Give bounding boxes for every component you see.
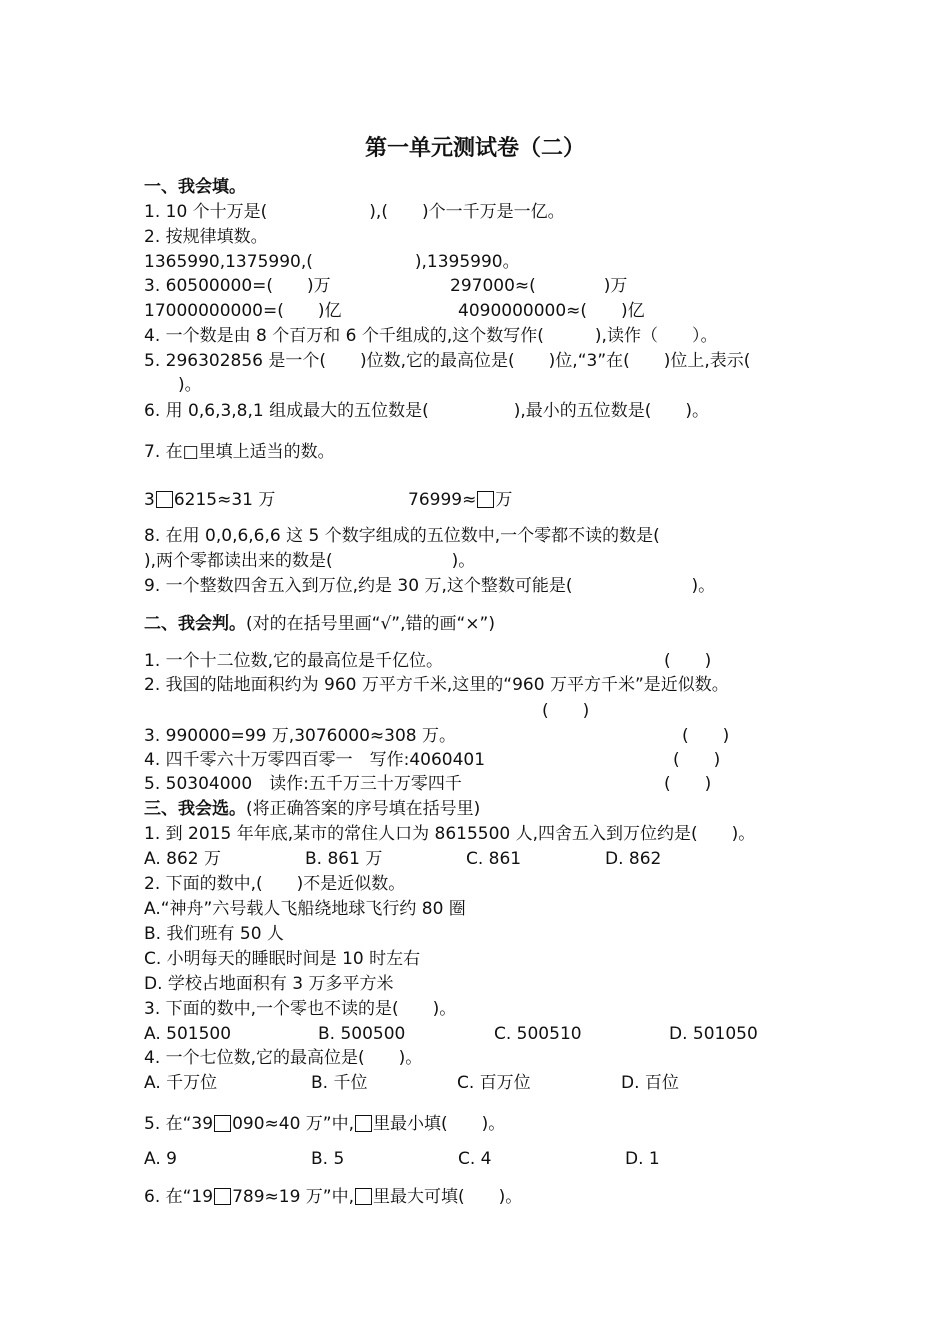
s3-question-1: 1. 到 2015 年年底,某市的常住人口为 8615500 人,四舍五入到万位约是( )。 xyxy=(144,824,756,844)
s1-question-9: 9. 一个整数四舍五入到万位,约是 30 万,这个整数可能是( )。 xyxy=(144,576,716,596)
s2-answer-paren-5: ( ) xyxy=(664,774,712,794)
s3-q5-option-a: A. 9 xyxy=(144,1149,177,1169)
s3-q2-option-d: D. 学校占地面积有 3 万多平方米 xyxy=(144,974,394,994)
s1-question-4: 4. 一个数是由 8 个百万和 6 个千组成的,这个数写作( ),读作（ ）。 xyxy=(144,326,718,346)
section2-heading: 二、我会判。 xyxy=(144,614,246,634)
s3-question-6 xyxy=(144,1186,522,1208)
s1-question-7: 7. 在□里填上适当的数。 xyxy=(144,442,335,462)
section3-note: (将正确答案的序号填在括号里) xyxy=(246,799,481,819)
q5-prefix: 5. 在“39 xyxy=(144,1114,214,1134)
s1-question-5: 5. 296302856 是一个( )位数,它的最高位是( )位,“3”在( )位上,表示( xyxy=(144,351,751,371)
section2-note: (对的在括号里画“√”,错的画“×”) xyxy=(246,614,495,634)
s3-q3-option-d: D. 501050 xyxy=(669,1024,758,1044)
s3-question-3: 3. 下面的数中,一个零也不读的是( )。 xyxy=(144,999,457,1019)
s3-q5-option-c: C. 4 xyxy=(458,1149,492,1169)
s3-q4-option-a: A. 千万位 xyxy=(144,1073,218,1093)
blank-box xyxy=(156,491,173,508)
s3-q4-option-c: C. 百万位 xyxy=(457,1073,531,1093)
s1-question-6: 6. 用 0,6,3,8,1 组成最大的五位数是( ),最小的五位数是( )。 xyxy=(144,401,710,421)
blank-box xyxy=(477,491,494,508)
s3-q4-option-d: D. 百位 xyxy=(621,1073,679,1093)
q6-suffix: 里最大可填( )。 xyxy=(373,1187,523,1207)
s3-question-5 xyxy=(144,1113,505,1135)
q7b-suffix: 万 xyxy=(495,490,513,510)
q7a-suffix: 6215≈31 万 xyxy=(173,490,276,510)
blank-box xyxy=(214,1115,231,1132)
s2-question-1: 1. 一个十二位数,它的最高位是千亿位。 xyxy=(144,651,444,671)
s2-question-2: 2. 我国的陆地面积约为 960 万平方千米,这里的“960 万平方千米”是近似数。 xyxy=(144,675,729,695)
s1-question-2-sequence: 1365990,1375990,( ),1395990。 xyxy=(144,252,520,272)
s1-question-5-cont: )。 xyxy=(144,375,202,395)
q6-prefix: 6. 在“19 xyxy=(144,1187,214,1207)
s1-question-3b: 297000≈( )万 xyxy=(450,276,628,296)
section2-heading-row xyxy=(144,613,495,635)
s3-q2-option-c: C. 小明每天的睡眠时间是 10 时左右 xyxy=(144,949,421,969)
page-title: 第一单元测试卷（二） xyxy=(364,135,585,161)
s3-q1-option-a: A. 862 万 xyxy=(144,849,221,869)
section3-heading-row xyxy=(144,798,480,820)
s3-q3-option-c: C. 500510 xyxy=(494,1024,582,1044)
s2-answer-paren-2: ( ) xyxy=(542,701,590,721)
s3-q3-option-b: B. 500500 xyxy=(318,1024,406,1044)
q6-middle: 789≈19 万”中, xyxy=(232,1187,355,1207)
s3-q2-option-b: B. 我们班有 50 人 xyxy=(144,924,284,944)
s1-question-8: 8. 在用 0,0,6,6,6 这 5 个数字组成的五位数中,一个零都不读的数是( xyxy=(144,526,660,546)
s3-q1-option-c: C. 861 xyxy=(466,849,522,869)
s3-q3-option-a: A. 501500 xyxy=(144,1024,232,1044)
s1-question-3a: 3. 60500000=( )万 xyxy=(144,276,331,296)
blank-box xyxy=(355,1115,372,1132)
blank-box xyxy=(355,1188,372,1205)
s2-answer-paren-4: ( ) xyxy=(673,750,721,770)
s3-question-2: 2. 下面的数中,( )不是近似数。 xyxy=(144,874,406,894)
s3-q4-option-b: B. 千位 xyxy=(311,1073,368,1093)
s3-q1-option-b: B. 861 万 xyxy=(305,849,383,869)
s3-q2-option-a: A.“神舟”六号载人飞船绕地球飞行约 80 圈 xyxy=(144,899,466,919)
s1-question-7a xyxy=(144,489,275,511)
q7a-prefix: 3 xyxy=(144,490,155,510)
s3-q1-option-d: D. 862 xyxy=(605,849,662,869)
s2-answer-paren-3: ( ) xyxy=(682,726,730,746)
s1-question-8-cont: ),两个零都读出来的数是( )。 xyxy=(144,551,476,571)
s2-question-5: 5. 50304000 读作:五千万三十万零四千 xyxy=(144,774,462,794)
section3-heading: 三、我会选。 xyxy=(144,799,246,819)
s3-q5-option-d: D. 1 xyxy=(625,1149,660,1169)
q5-suffix: 里最小填( )。 xyxy=(373,1114,506,1134)
s2-question-4: 4. 四千零六十万零四百零一 写作:4060401 xyxy=(144,750,486,770)
q7b-prefix: 76999≈ xyxy=(408,490,477,510)
s3-question-4: 4. 一个七位数,它的最高位是( )。 xyxy=(144,1048,423,1068)
blank-box xyxy=(214,1188,231,1205)
s2-question-3: 3. 990000=99 万,3076000≈308 万。 xyxy=(144,726,457,746)
s3-q5-option-b: B. 5 xyxy=(311,1149,345,1169)
q5-middle: 090≈40 万”中, xyxy=(232,1114,355,1134)
s2-answer-paren-1: ( ) xyxy=(664,651,712,671)
s1-question-3c: 17000000000=( )亿 xyxy=(144,301,342,321)
s1-question-3d: 4090000000≈( )亿 xyxy=(458,301,645,321)
section1-heading: 一、我会填。 xyxy=(144,177,246,197)
s1-question-7b xyxy=(408,489,512,511)
s1-question-2: 2. 按规律填数。 xyxy=(144,227,268,247)
s1-question-1: 1. 10 个十万是( ),( )个一千万是一亿。 xyxy=(144,202,565,222)
